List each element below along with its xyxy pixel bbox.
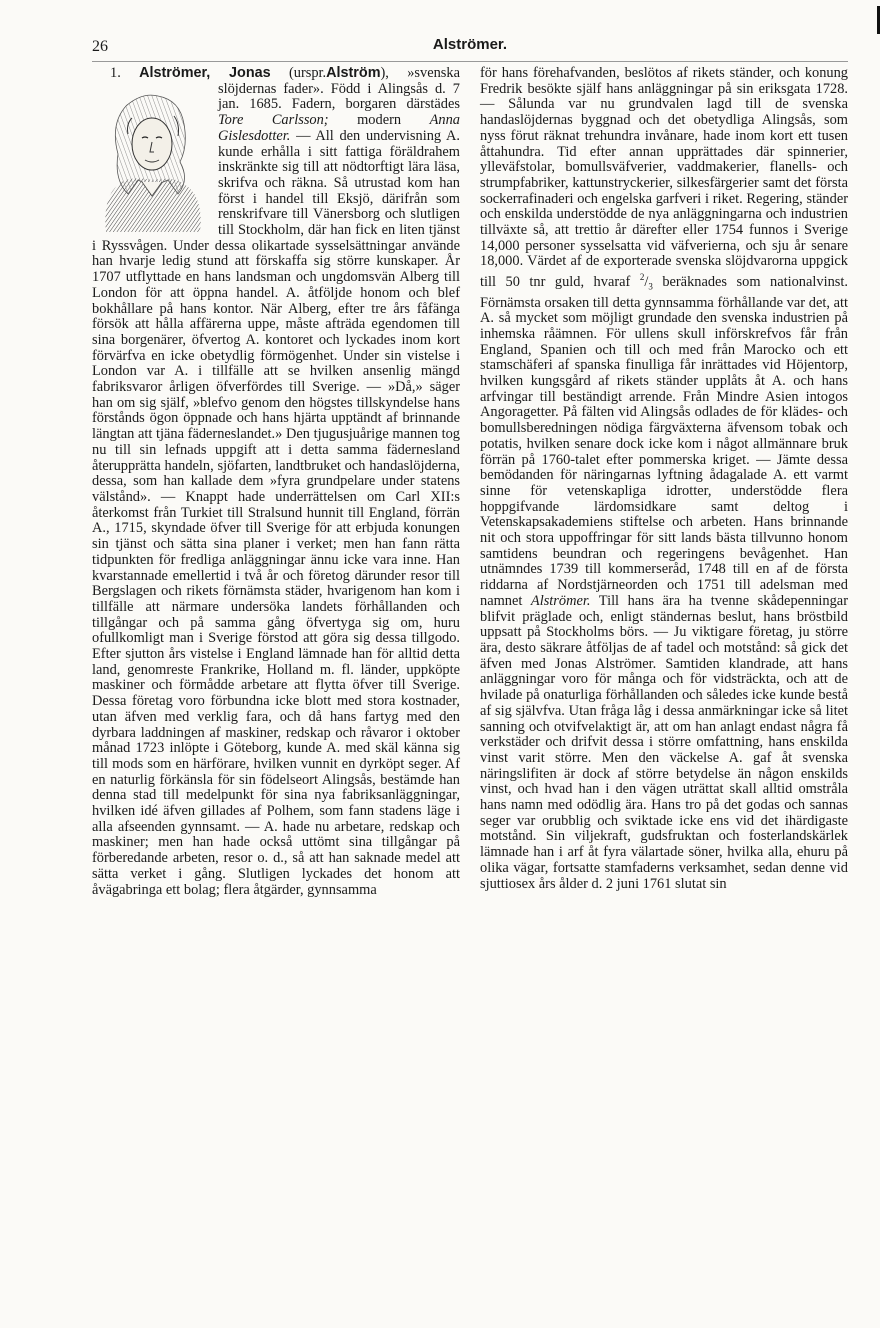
original-name: Alström (326, 65, 381, 81)
portrait-icon (92, 84, 212, 232)
body-text-right-a: för hans förehafvanden, beslötos af rikets ständer, och konung Fredrik besökte själf hans anläggningar på sin eriksgata 1728. — Sålunda var nu grundvalen lagd till de svenska handaslöjdernas byggnad och det obetydliga Alingsås, som nyss förut räknat trehundra invånare, hade inom kort ett tusen åttahundra. Tid efter annan upprättades där spinnerier, ylleväfstolar, bomullsväfverier, vaddmakerier, flanells- och strumpfabriker, kattunstryckerier, silkesfärgerier samt det första sockerrafinaderi och engelska garfveri i riket. Regering, ständer och enskilda understödde de nya anläggningarna och industrien tillväxte så, att trettio år därefter eller 1754 funnos i Sverige 14,000 personer sysselsatta vid väfverierna, och sju år senare 18,000. Värdet af de exporterade svenska slöjdvarorna uppgick till 50 tnr guld, hvaraf (480, 65, 848, 290)
mother-name: Anna Gislesdotter. (218, 112, 460, 144)
page-header (92, 34, 848, 60)
original-name-prefix: (urspr. (288, 65, 327, 81)
entry-headword: Alströmer, Jonas (139, 65, 271, 81)
body-text-left: — All den undervisning A. kunde erhålla i sitt fattiga föräldrahem inskränkte sig till att nödtorftigt lära läsa, skrifva och räkna. Så utrustad kom han först i handel till Eksjö, därifrån som renskrifvare till Vänersborg och slutligen till Stockholm, där han fick en liten tjänst i Ryssvågen. Under dessa olikartade sysselsättningar använde han hvarje ledig stund att förskaffa sig större kunskaper. År 1707 utflyttade en hans landsman och ungdomsvän Alberg till London för att öppna handel. A. åtföljde honom och blef bokhållare på hans kontor. När Alberg, efter tre års fåfänga försök att hålla affärerna uppe, måste afträda egendomen till sina borgenärer, öfvertog A. kontoret och lyckades inom kort förvärfva en icke obetydlig förmögenhet. Under sin vistelse i London var A. i tillfälle att se hvilken ansenlig mängd fabriksvaror årligen öfverfördes till Sverige. — »Då,» säger han om sig själf, »blefvo genom den högstes tillskyndelse hans förstånds ögon öppnade och hans hjärta upptändt af brinnande längtan att tjäna fäderneslandet.» Den tjugusjuårige mannen tog nu till sin lefnads uppgift att i detta samma fädernesland återupprätta handeln, sjöfarten, landtbruket och handaslöjderna, dessa, som han kallade dem »fyra grundpelare under statens välstånd». — Knappt hade underrättelsen om Carl XII:s återkomst från Turkiet till Stralsund hunnit till England, förrän A., 1715, skyndade öfver till Sverige för att erbjuda konungen sin tjänst och sätta sina planer i verket; men han fann rätta tidpunkten för fredliga anläggningar ännu icke vara inne. Han kvarstannade emellertid i två år och företog därunder resor till Bergslagen och rikets förnämsta städer, hvarigenom han kom i tillfälle att närmare undersöka landets förhållanden och tillgångar och på samma gång öfvertyga sig om, huru ofullkomligt man i Sverige förstod att göra sig dessa tillgodo. Efter sjutton års vistelse i England lämnade han för alltid detta land, genomreste Frankrike, Holland m. fl. länder, uppköpte maskiner och förmådde arbetare att flytta öfver till Sverige. Dessa företag voro förbundna icke blott med stora kostnader, utan äfven med verklig fara, och då hans fartyg med den dyrbara laddningen af maskiner, redskap och råvaror i oktober månad 1723 inlöpte i Göteborg, kunde A. med skäl känna sig till mods som en härförare, hvilken vunnit en dyrköpt seger. Af en naturlig förkänsla för sin födelseort Alingsås, bestämde han denna stad till medelpunkt för sina nya fabriksanläggningar, hvilken idé äfven gillades af Polhem, som fann stadens läge i alla afseenden gynnsamt. — A. hade nu arbetare, redskap och maskiner; men han hade också uttömt sina tillgångar på förberedande arbeten, resor o. d., så att han saknade medel att sätta verket i gång. Slutligen lyckades det honom att åvägabringa ett bolag; flera åtgärder, gynnsamma (92, 127, 460, 898)
ennobled-name: Alströmer. (530, 592, 591, 609)
fraction-numerator: 2 (639, 272, 645, 283)
running-head: Alströmer. (432, 36, 508, 53)
left-column (92, 66, 460, 898)
body-text-right-c: Till hans ära ha tvenne skådepenningar blifvit präglade och, enligt ständernas beslut, hans bröstbild uppsatt på Stockholms börs. — Ju viktigare företag, ju större ära, desto säkrare åtföljas de af tadel och motstånd: så gick det äfven med Jonas Alströmer. Samtiden klandrade, att hans anläggningar voro för många och för vidsträckta, och att de hvilade på onaturliga förhållanden och således icke kunde bestå af sig självfva. Utan fråga låg i dessa anmärkningar icke så litet sanning och otvifvelaktigt är, att om han anlagt endast några få verkstäder och drifvit dessa i större omfattning, hans enskilda vinst varit större. Men den väckelse A. gaf åt svenska näringslifiten är dock af större betydelse än någon enskilds vinst, och hvad han i den vägen uträttat skall alltid omstråla hans namn med odödlig ära. Hans tro på det godas och sannas seger var orubblig och sviktade icke ens vid det ihärdigaste motstånd. Sin viljekraft, gudsfruktan och fosterlandskärlek lämnade han i arf åt fyra välartade söner, hvilka alla, ehuru på olika vägar, fortsatte stamfaderns verksamhet, sedan denne vid sjuttiosex års ålder d. 2 juni 1761 slutat sin (480, 592, 848, 892)
entry-paragraph (92, 66, 460, 898)
right-column (480, 66, 848, 892)
entry-number: 1. (110, 65, 121, 81)
header-rule (92, 61, 848, 62)
father-name: Tore Carlsson; (218, 112, 329, 129)
entry-continuation: för hans förehafvanden, beslötos af rikets ständer, och konung Fredrik besökte själf hans anläggningar på sin eriksgata 1728. — Sålunda var nu grundvalen lagd till de svenska handaslöjdernas byggnad och det obetydliga Alingsås, som nyss förut räknat trehundra invånare, hade inom kort ett tusen åttahundra. Tid efter annan upprättades där spinnerier, ylleväfstolar, bomullsväfverier, vaddmakerier, flanells- och strumpfabriker, kattunstryckerier, silkesfärgerier samt det första sockerrafinaderi och engelska garfveri i riket. Regering, ständer och enskilda understödde de nya anläggningarna och industrien tillväxte så, att trettio år därefter eller 1754 funnos i Sverige 14,000 personer sysselsatta vid väfverierna, och sju år senare 18,000. Värdet af de exporterade svenska slöjdvarorna uppgick till 50 tnr guld, hvaraf $^2/_3$ beräknades som nationalvinst. Förnämsta orsaken till detta gynnsamma förhållande var det, att A. så mycket som möjligt grundade den svenska industrien på inhemska råämnen. För ullens skull införskrefvos får från England, Spanien och till och med från Marocko och ett stamschäferi af spanska finulliga får inrättades vid Höjentorp, hvilken kungsgård af rikets ständer upplåts åt A. och hans arfvingar till beständigt arrende. Från Mindre Asien intogos Angoragetter. På fälten vid Alingsås odlades de för klädes- och bomullsberedningen nödiga färgväxterna äfvensom tobak och potatis, hvilken senare dock icke kom i något allmännare bruk förrän på 1760-talet efter pommerska kriget. — Jämte dessa bemödanden för näringarnas lyftning ådagalade A. ett varmt sinne för vetenskapliga idrotter, understödde flera hoppgifvande lärdomsidkare samt deltog i Vetenskapsakademiens stiftelse och arbeten. Hans brinnande nit och stora uppoffringar för sitt lands bästa tillvunno honom samtidens beundran och regeringens bevågenhet. Han utnämndes 1739 till kommerseråd, 1748 till en af de första riddarna af Nordstjärneorden och 1751 till adelsman med namnet Alströmer. Till hans ära ha tvenne skådepenningar blifvit präglade och, enligt ständernas beslut, hans bröstbild uppsatt på Stockholms börs. — Ju viktigare företag, ju större ära, desto säkrare åtföljas de af tadel och motstånd: så gick det äfven med Jonas Alströmer. Samtiden klandrade, att hans anläggningar voro för många och för vidsträckta, och att de hvilade på onaturliga förhållanden och således icke kunde bestå af sig självfva. Utan fråga låg i dessa anmärkningar icke så litet sanning och otvifvelaktigt är, att om han anlagt endast några få verkstäder och drifvit dessa i större omfattning, hans enskilda vinst varit större. Men den väckelse A. gaf åt svenska näringslifiten är dock af större betydelse än någon enskilds vinst, och hvad han i den vägen uträttat skall alltid omstråla hans namn med odödlig ära. Hans tro på det godas och sannas seger var orubblig och sviktade icke ens vid det ihärdigaste motstånd. Sin viljekraft, gudsfruktan och fosterlandskärlek lämnade han i arf åt fyra välartade söner, hvilka alla, ehuru på olika vägar, fortsatte stamfaderns verksamhet, sedan denne vid sjuttiosex års ålder d. 2 juni 1761 slutat sin (480, 65, 848, 892)
original-name-suffix: ), (380, 65, 389, 81)
mother-prefix: modern (357, 112, 402, 129)
page-number: 26 (92, 38, 108, 55)
portrait-engraving (92, 84, 212, 232)
intro-text: »svenska slöjdernas fader». Född i Alingsås d. 7 jan. 1685. Fadern, borgaren därstädes (218, 65, 460, 113)
body-text-right-b: beräknades som nationalvinst. Förnämsta orsaken till detta gynnsamma förhållande var det, att A. så mycket som möjligt grundade den svenska industrien på inhemska råämnen. För ullens skull införskrefvos får från England, Spanien och till och med från Marocko och ett stamschäferi af spanska finulliga får inrättades vid Höjentorp, hvilken kungsgård af rikets ständer upplåts åt A. och hans arfvingar till beständigt arrende. Från Mindre Asien intogos Angoragetter. På fälten vid Alingsås odlades de för klädes- och bomullsberedningen nödiga färgväxterna äfvensom tobak och potatis, hvilken senare dock icke kom i något allmännare bruk förrän på 1760-talet efter pommerska kriget. — Jämte dessa bemödanden för näringarnas lyftning ådagalade A. ett varmt sinne för vetenskapliga idrotter, understödde flera hoppgifvande lärdomsidkare samt deltog i Vetenskapsakademiens stiftelse och arbeten. Hans brinnande nit och stora uppoffringar för sitt lands bästa tillvunno honom samtidens beundran och regeringens bevågenhet. Han utnämndes 1739 till kommerseråd, 1748 till en af de första riddarna af Nordstjärneorden och 1751 till adelsman med namnet (480, 273, 848, 609)
fraction-denominator: 3 (648, 281, 653, 292)
